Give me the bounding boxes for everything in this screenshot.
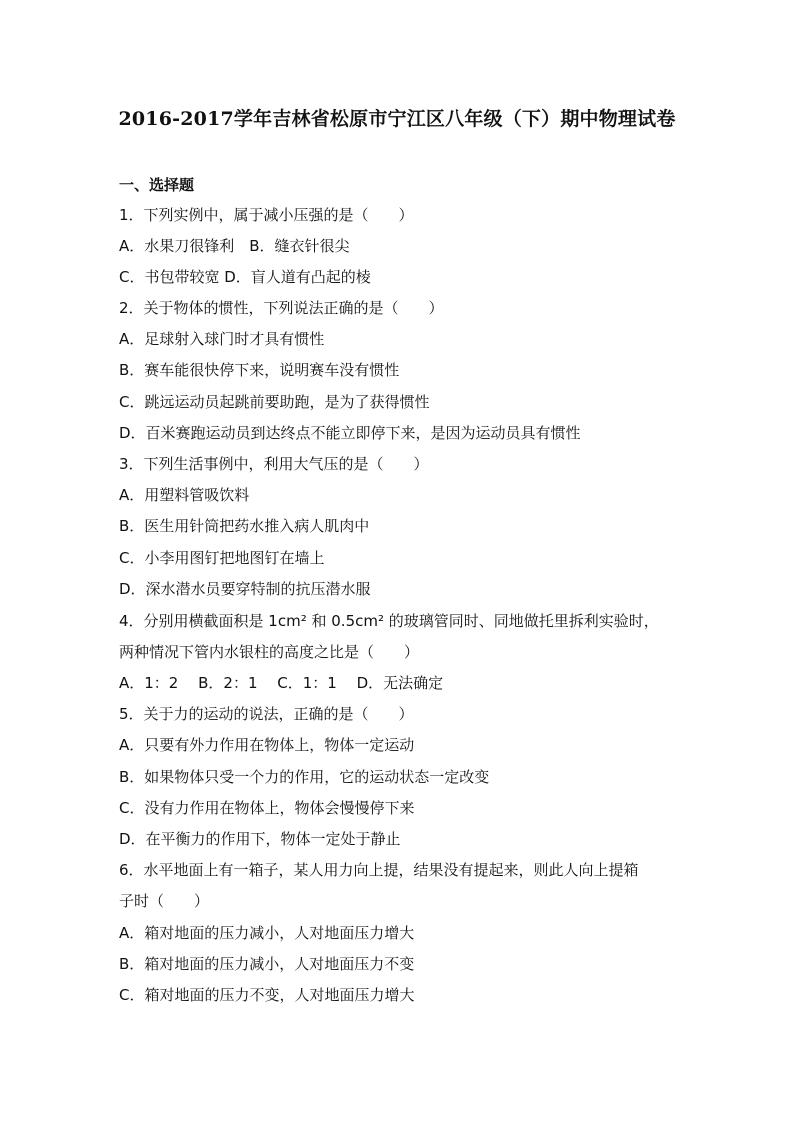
question-5-stem: 5．关于力的运动的说法，正确的是（ ）	[119, 705, 414, 723]
question-4-options: A．1：2 B．2：1 C．1：1 D．无法确定	[119, 674, 444, 692]
question-5-option-d: D．在平衡力的作用下，物体一定处于静止	[119, 830, 401, 848]
question-4-stem-line-1: 4．分别用横截面积是 1cm² 和 0.5cm² 的玻璃管同时、同地做托里拆利实验时，	[119, 612, 659, 630]
question-3-option-d: D．深水潜水员要穿特制的抗压潜水服	[119, 580, 371, 598]
question-6-option-b: B．箱对地面的压力减小，人对地面压力不变	[119, 955, 415, 973]
question-6-option-c: C．箱对地面的压力不变，人对地面压力增大	[119, 986, 415, 1004]
question-6-option-a: A．箱对地面的压力减小，人对地面压力增大	[119, 924, 415, 942]
question-1-options-ab: A．水果刀很锋利 B．缝衣针很尖	[119, 237, 350, 255]
question-3-option-c: C．小李用图钉把地图钉在墙上	[119, 549, 325, 567]
question-2-option-d: D．百米赛跑运动员到达终点不能立即停下来，是因为运动员具有惯性	[119, 424, 581, 442]
question-2-option-c: C．跳远运动员起跳前要助跑，是为了获得惯性	[119, 393, 430, 411]
question-5-option-b: B．如果物体只受一个力的作用，它的运动状态一定改变	[119, 768, 490, 786]
question-2-option-a: A．足球射入球门时才具有惯性	[119, 330, 325, 348]
question-2-option-b: B．赛车能很快停下来，说明赛车没有惯性	[119, 361, 400, 379]
question-1-stem: 1．下列实例中，属于减小压强的是（ ）	[119, 206, 414, 224]
question-6-stem-line-2: 子时（ ）	[119, 892, 210, 910]
question-4-stem-line-2: 两种情况下管内水银柱的高度之比是（ ）	[119, 643, 420, 661]
question-5-option-c: C．没有力作用在物体上，物体会慢慢停下来	[119, 799, 415, 817]
question-3-stem: 3．下列生活事例中，利用大气压的是（ ）	[119, 455, 429, 473]
question-5-option-a: A．只要有外力作用在物体上，物体一定运动	[119, 736, 415, 754]
question-1-options-cd: C．书包带较宽 D．盲人道有凸起的棱	[119, 268, 371, 286]
question-3-option-a: A．用塑料管吸饮料	[119, 486, 250, 504]
page-title: 2016-2017学年吉林省松原市宁江区八年级（下）期中物理试卷	[118, 108, 676, 130]
question-2-stem: 2．关于物体的惯性，下列说法正确的是（ ）	[119, 299, 444, 317]
question-3-option-b: B．医生用针筒把药水推入病人肌肉中	[119, 517, 370, 535]
section-heading: 一、选择题	[119, 176, 195, 194]
question-6-stem-line-1: 6．水平地面上有一箱子，某人用力向上提，结果没有提起来，则此人向上提箱	[119, 861, 639, 879]
